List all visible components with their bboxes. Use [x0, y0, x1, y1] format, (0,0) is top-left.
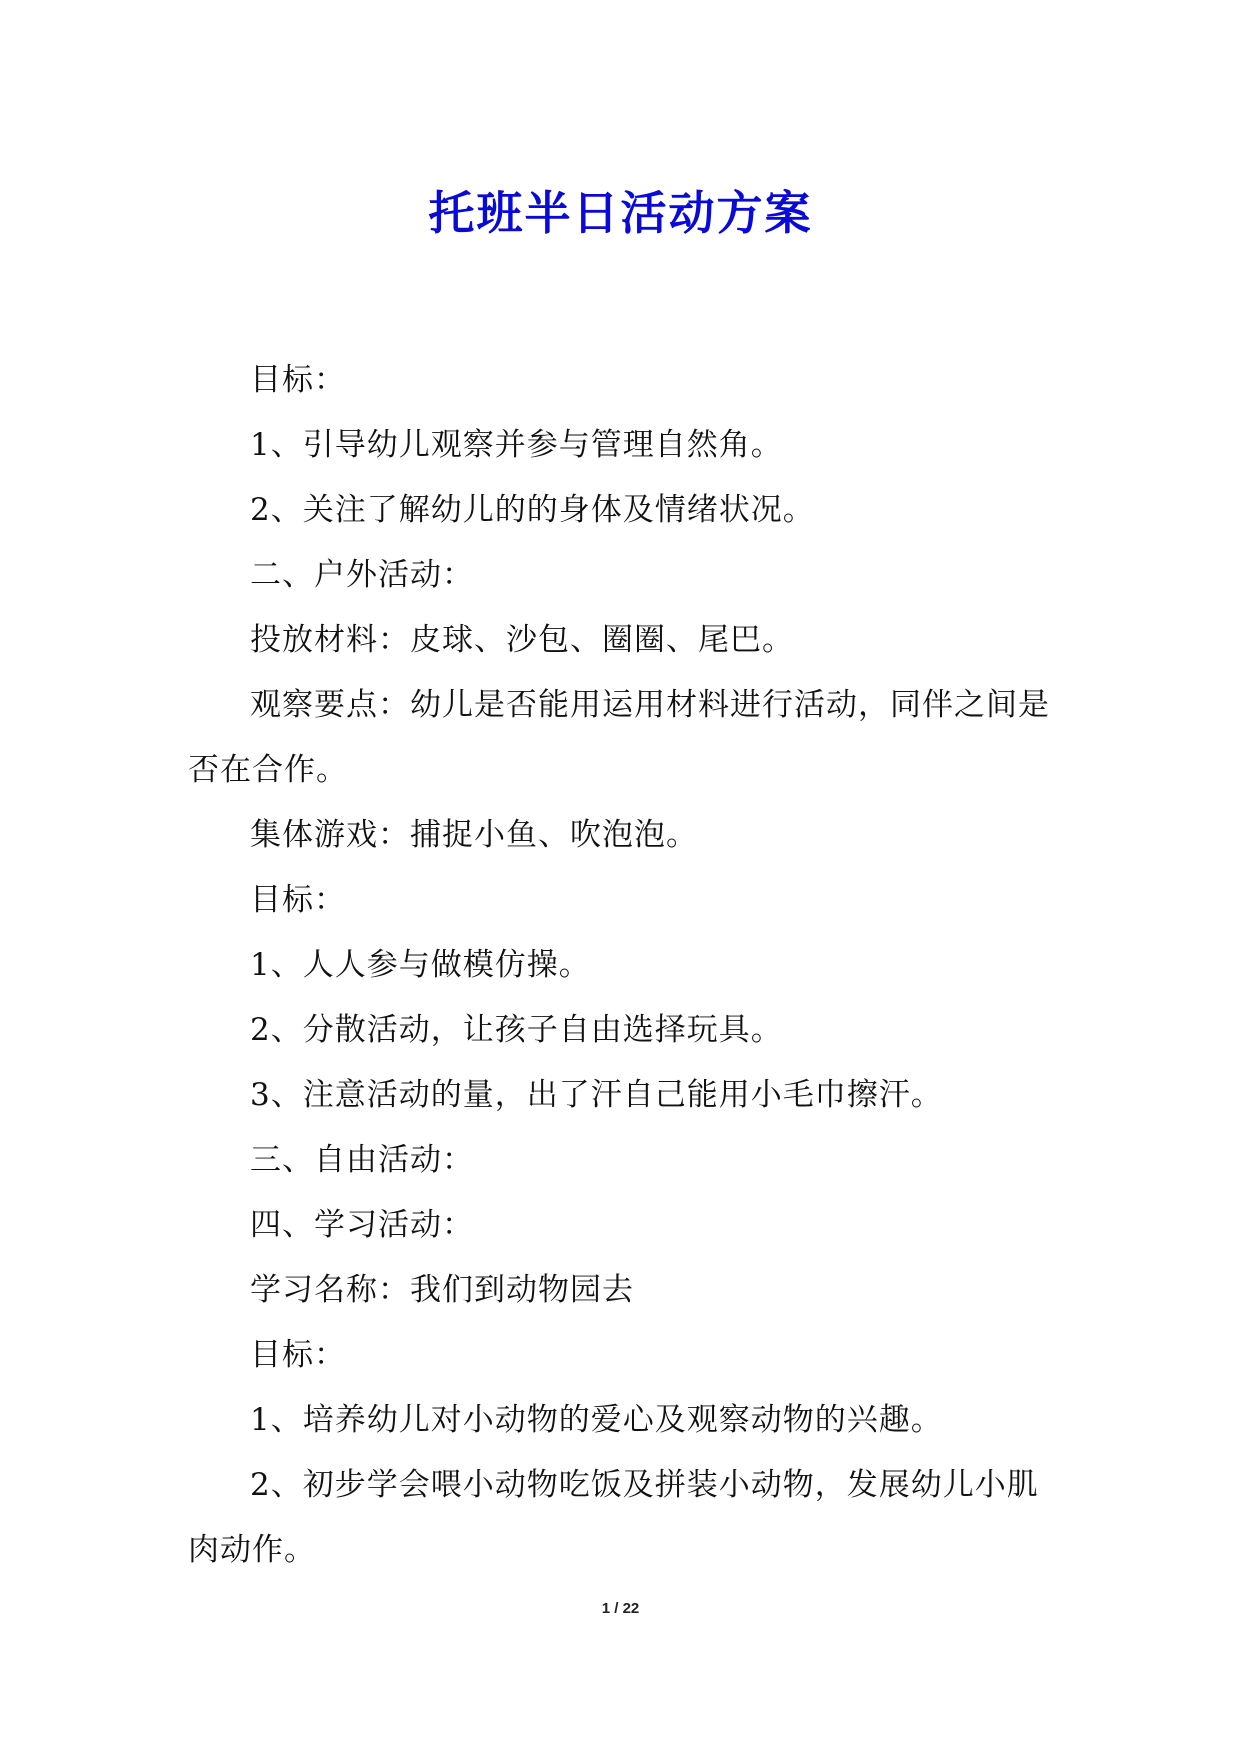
- paragraph-observation-points: 观察要点：幼儿是否能用运用材料进行活动，同伴之间是否在合作。: [188, 687, 1050, 788]
- paragraph-goal-heading-2: 目标：: [250, 882, 346, 918]
- paragraph-goal-3-2: 2、初步学会喂小动物吃饭及拼装小动物，发展幼儿小肌肉动作。: [188, 1467, 1039, 1568]
- section-heading-free-activity: 三、自由活动：: [250, 1142, 474, 1178]
- document-body: [188, 348, 1056, 1583]
- paragraph-learning-name: 学习名称：我们到动物园去: [250, 1272, 634, 1308]
- paragraph-materials: 投放材料：皮球、沙包、圈圈、尾巴。: [250, 622, 794, 658]
- section-heading-learning-activity: 四、学习活动：: [250, 1207, 474, 1243]
- paragraph-group-games: 集体游戏：捕捉小鱼、吹泡泡。: [250, 817, 698, 853]
- paragraph-goal-2-1: 1、人人参与做模仿操。: [250, 947, 591, 983]
- paragraph-goal-heading-3: 目标：: [250, 1337, 346, 1373]
- section-heading-outdoor: 二、户外活动：: [250, 557, 474, 593]
- paragraph-goal-1: 1、引导幼儿观察并参与管理自然角。: [250, 427, 783, 463]
- paragraph-goal-2-3: 3、注意活动的量，出了汗自己能用小毛巾擦汗。: [250, 1077, 943, 1113]
- paragraph-goal-3-1: 1、培养幼儿对小动物的爱心及观察动物的兴趣。: [250, 1402, 943, 1438]
- page-number: 1 / 22: [601, 1600, 640, 1617]
- paragraph-goal-heading: 目标：: [250, 362, 346, 398]
- page-title: 托班半日活动方案: [428, 185, 813, 240]
- paragraph-goal-2: 2、关注了解幼儿的的身体及情绪状况。: [250, 492, 815, 528]
- paragraph-goal-2-2: 2、分散活动，让孩子自由选择玩具。: [250, 1012, 783, 1048]
